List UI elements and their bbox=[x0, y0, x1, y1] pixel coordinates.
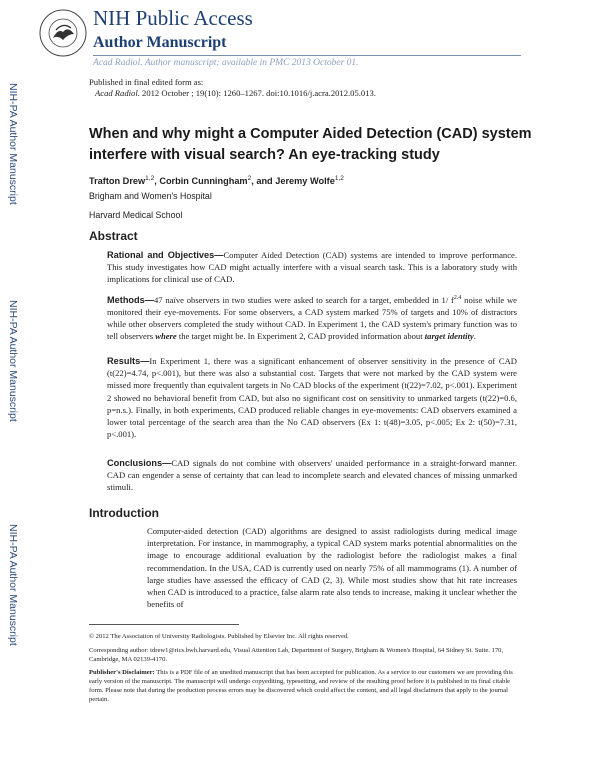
author-sep-2: , and bbox=[251, 176, 276, 187]
abstract-heading: Abstract bbox=[89, 229, 138, 243]
methods-text-2: noise while we monitored their eye-movements. For some observers, a CAD system marked 75% of targets and 10% of distractors while other observers completed the study without CAD. In Experiment 1, the CAD system's primary function was to tell observers bbox=[107, 294, 517, 342]
methods-identity: target identity bbox=[424, 331, 474, 342]
disclaimer-text: This is a PDF file of an unedited manuscript that has been accepted for publication. As a service to our customers we are providing this early version of the manuscript. The manuscript will undergo copyediting, typesetting, and review of the resulting proof before it is published in its final citable form. Please note that during the production process errors may be discovered which could affect the content, and all legal disclaimers that apply to the journal pertain. bbox=[89, 669, 513, 703]
introduction-heading: Introduction bbox=[89, 506, 159, 520]
sidebar-label-2: NIH-PA Author Manuscript bbox=[7, 300, 19, 422]
author-3-affil: 1,2 bbox=[334, 175, 344, 182]
author-3: Jeremy Wolfe bbox=[275, 176, 335, 187]
nih-title: NIH Public Access bbox=[93, 6, 253, 30]
author-1-affil: 1,2 bbox=[145, 175, 155, 182]
authors bbox=[89, 175, 344, 186]
availability-line bbox=[93, 58, 359, 68]
affiliation-2: Harvard Medical School bbox=[89, 210, 183, 220]
author-manuscript-label: Author Manuscript bbox=[93, 34, 227, 51]
footnote-rule bbox=[89, 624, 239, 625]
nih-seal bbox=[38, 4, 88, 66]
methods-label: Methods— bbox=[107, 294, 154, 305]
conclusions-label: Conclusions— bbox=[107, 458, 172, 468]
hhs-eagle-icon bbox=[38, 4, 88, 66]
abstract-methods bbox=[107, 292, 517, 343]
sidebar-label-3: NIH-PA Author Manuscript bbox=[7, 524, 19, 646]
disclaimer-label: Publisher's Disclaimer: bbox=[89, 669, 155, 676]
title-line-1: When and why might a Computer Aided Detection (CAD) system bbox=[89, 126, 532, 142]
citation bbox=[89, 88, 376, 99]
methods-text-3: the target might be. In Experiment 2, CAD provided information about bbox=[176, 331, 425, 342]
methods-sup: 2.4 bbox=[453, 295, 462, 301]
title-line-2: interfere with visual search? An eye-tracking study bbox=[89, 147, 440, 163]
results-label: Results— bbox=[107, 356, 150, 366]
introduction-text: Computer-aided detection (CAD) algorithms are designed to assist radiologists during medical image interpretation. For instance, in mammography, a typical CAD system marks potential abnormalities on the image to encourage additional evaluation by the radiologist before the radiologist makes a final recommendation. In the USA, CAD is currently used on nearly 75% of all mammograms (1). A number of large studies have assessed the efficacy of CAD (2, 3). While most studies show that hit rate increases when CAD is introduced to a practice, false alarm rate also tends to increase, making it unclear whether the benefits of bbox=[147, 526, 517, 610]
methods-text-4: . bbox=[473, 331, 476, 342]
footnote-corresponding: Corresponding author: tdrew1@rics.bwh.harvard.edu, Visual Attention Lab, Department of Surgery, Brigham & Women's Hospital, 64 Sidney St. Suite. 170, Cambridge, MA 02139-4170. bbox=[89, 647, 504, 663]
published-label: Published in final edited form as: bbox=[89, 77, 204, 87]
rational-label: Rational and Objectives— bbox=[107, 250, 224, 260]
author-1: Trafton Drew bbox=[89, 176, 146, 187]
affiliation-1: Brigham and Women's Hospital bbox=[89, 191, 212, 201]
results-text: In Experiment 1, there was a significant enhancement of observer sensitivity in the presence of CAD (t(22)=4.74, p<.001), but there was also a substantial cost. Targets that were not marked by the CAD system were missed more frequently than equivalent targets in No CAD blocks of the experiment (t(22)=7.02, p<.001). Experiment 2 showed no behavioral benefit from CAD, but also no significant cost on sensitivity to unmarked targets (t(22)=0.6, p=n.s.). Finally, in both experiments, CAD produced reliable changes in eye-movements: CAD observers examined a lower total percentage of the search area than the No CAD observers (Ex 1: t(48)=3.05, p<.005; Ex 2: t(50)=7.31, p<.001). bbox=[107, 356, 517, 440]
abstract-conclusions bbox=[107, 457, 517, 494]
header-rule bbox=[93, 55, 521, 56]
conclusions-text: CAD signals do not combine with observers' unaided performance in a straight-forward manner. CAD can engender a sense of certainty that can lead to incomplete search and elevated chances of missing unmarked stimuli. bbox=[107, 458, 517, 493]
methods-where: where bbox=[155, 331, 177, 342]
author-sep-1: , bbox=[154, 176, 160, 187]
footnote-copyright: © 2012 The Association of University Radiologists. Published by Elsevier Inc. All rights reserved. bbox=[89, 633, 349, 640]
article-title bbox=[89, 124, 532, 166]
availability-text: Author manuscript; available in PMC 2013 October 01. bbox=[144, 58, 359, 68]
availability-journal: Acad Radiol. bbox=[93, 58, 143, 68]
rational-text: Computer Aided Detection (CAD) systems are intended to improve performance. This study investigates how CAD might actually interfere with a visual search task. This is a laboratory study with implications for clinical use of CAD. bbox=[107, 250, 518, 285]
footnote-disclaimer bbox=[89, 668, 517, 704]
sidebar-label-1: NIH-PA Author Manuscript bbox=[7, 83, 19, 205]
author-2: Corbin Cunningham bbox=[159, 176, 248, 187]
citation-details: 2012 October ; 19(10): 1260–1267. doi:10.1016/j.acra.2012.05.013. bbox=[142, 88, 376, 98]
methods-text-1: 47 naïve observers in two studies were asked to search for a target, embedded in 1/ f bbox=[153, 294, 454, 305]
citation-journal: Acad Radiol. bbox=[95, 88, 140, 98]
abstract-rational bbox=[107, 249, 517, 286]
abstract-results bbox=[107, 355, 517, 440]
author-2-affil: 2 bbox=[247, 175, 252, 182]
published-in bbox=[89, 77, 376, 99]
